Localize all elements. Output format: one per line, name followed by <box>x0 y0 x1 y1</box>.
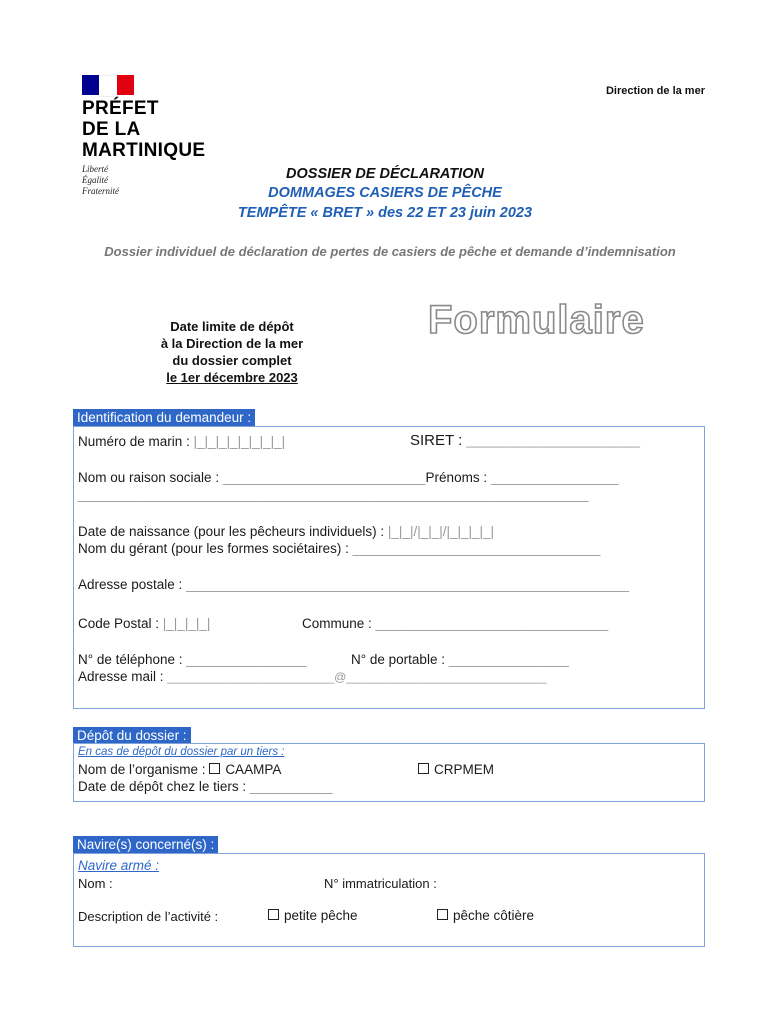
peche-cotiere-checkbox[interactable] <box>437 909 448 920</box>
organisme-row <box>78 762 281 777</box>
flag-red-band <box>117 75 134 95</box>
navire-arme-label: Navire armé : <box>78 858 160 873</box>
nom-extra-field[interactable]: ____________________________________________________________________ <box>78 487 589 502</box>
adresse-row <box>78 577 629 592</box>
crpmem-row <box>418 762 494 777</box>
portable-label: N° de portable : <box>351 652 449 667</box>
document-subtitle-1: DOMMAGES CASIERS DE PÊCHE <box>268 185 502 201</box>
commune-field[interactable]: _______________________________ <box>375 616 609 631</box>
motto-fraternite: Fraternité <box>82 186 119 196</box>
siret-field[interactable]: ________________________ <box>466 433 640 448</box>
issuing-department: Direction de la mer <box>605 85 705 97</box>
nom-label: Nom ou raison sociale : <box>78 470 223 485</box>
deadline-block <box>112 318 352 386</box>
crpmem-label: CRPMEM <box>434 762 494 777</box>
caampa-checkbox[interactable] <box>209 763 220 774</box>
flag-blue-band <box>82 75 99 95</box>
mail-field[interactable]: _________________________@______________________________ <box>167 670 547 684</box>
marin-label: Numéro de marin : <box>78 434 194 449</box>
caampa-label: CAAMPA <box>225 762 282 777</box>
mail-label: Adresse mail : <box>78 669 168 684</box>
peche-cotiere-label: pêche côtière <box>453 908 535 923</box>
navire-box <box>73 853 705 947</box>
deadline-line-3: du dossier complet <box>172 353 292 368</box>
motto-egalite: Égalité <box>82 175 108 185</box>
logo-line-1: PRÉFET <box>82 98 159 119</box>
tel-field[interactable]: ________________ <box>186 652 307 667</box>
section-title-identification: Identification du demandeur : <box>73 409 255 426</box>
naissance-row <box>78 524 494 539</box>
formulaire-watermark: Formulaire <box>428 298 645 342</box>
depot-date-field[interactable]: ___________ <box>249 779 333 794</box>
petite-peche-label: petite pêche <box>284 908 358 923</box>
portable-field[interactable]: ________________ <box>448 652 569 667</box>
document-subtitle-2: TEMPÊTE « BRET » des 22 ET 23 juin 2023 <box>237 205 533 221</box>
petite-peche-checkbox[interactable] <box>268 909 279 920</box>
nom-field[interactable]: ___________________________ <box>222 470 426 485</box>
crpmem-checkbox[interactable] <box>418 763 429 774</box>
adresse-field[interactable]: ___________________________________________________________ <box>186 577 630 592</box>
prenoms-label: Prénoms : <box>425 470 491 485</box>
activite-row <box>78 909 222 924</box>
gerant-label: Nom du gérant (pour les formes sociétaires) : <box>78 541 353 556</box>
marin-row <box>78 434 285 449</box>
cp-field[interactable]: |_|_|_|_| <box>162 616 211 631</box>
section-title-depot: Dépôt du dossier : <box>73 727 191 744</box>
navire-nom-label: Nom : <box>78 876 113 891</box>
tel-row <box>78 652 306 667</box>
motto-liberte: Liberté <box>82 164 108 174</box>
deadline-line-1: Date limite de dépôt <box>170 319 294 334</box>
tel-label: N° de téléphone : <box>78 652 187 667</box>
mail-row <box>78 669 547 684</box>
logo-line-3: MARTINIQUE <box>82 140 206 161</box>
gerant-row <box>78 541 600 556</box>
depot-date-label: Date de dépôt chez le tiers : <box>78 779 250 794</box>
commune-row <box>302 616 608 631</box>
navire-immat-label: N° immatriculation : <box>324 876 437 891</box>
logo-line-2: DE LA <box>82 119 141 140</box>
petite-peche-row <box>268 908 358 923</box>
depot-date-row <box>78 779 332 794</box>
peche-cotiere-row <box>437 908 534 923</box>
section-title-navire: Navire(s) concerné(s) : <box>73 836 218 853</box>
nom-extra-line <box>78 487 589 502</box>
depot-note: En cas de dépôt du dossier par un tiers : <box>78 746 285 758</box>
document-description: Dossier individuel de déclaration de pertes de casiers de pêche et demande d’indemnisation <box>104 244 676 259</box>
gerant-field[interactable]: _________________________________ <box>352 541 601 556</box>
deadline-line-2: à la Direction de la mer <box>160 336 304 351</box>
deadline-date: le 1er décembre 2023 <box>166 370 298 385</box>
naissance-label: Date de naissance (pour les pêcheurs individuels) : <box>78 524 388 539</box>
siret-label: SIRET : <box>410 432 467 449</box>
adresse-label: Adresse postale : <box>78 577 187 592</box>
flag-white-band <box>99 75 117 97</box>
portable-row <box>351 652 569 667</box>
cp-label: Code Postal : <box>78 616 163 631</box>
marianne-logo <box>82 75 134 95</box>
siret-row <box>410 432 640 449</box>
marin-number-field[interactable]: |_|_|_|_|_|_|_|_| <box>193 434 286 449</box>
cp-row <box>78 616 210 631</box>
nom-row <box>78 470 618 485</box>
prenoms-field[interactable]: _________________ <box>490 470 619 485</box>
commune-label: Commune : <box>302 616 376 631</box>
naissance-field[interactable]: |_|_|/|_|_|/|_|_|_|_| <box>387 524 495 539</box>
document-title: DOSSIER DE DÉCLARATION <box>286 166 484 182</box>
organisme-label: Nom de l’organisme : <box>78 762 210 777</box>
activite-label: Description de l’activité : <box>78 909 222 924</box>
